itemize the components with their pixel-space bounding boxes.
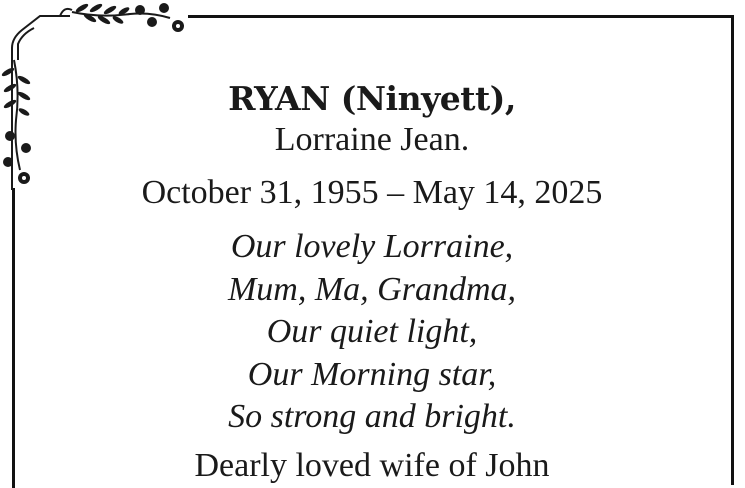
poem-line: Our quiet light, (266, 313, 478, 350)
border-top (188, 15, 734, 18)
closing-line: Dearly loved wife of John (194, 447, 550, 484)
life-dates: October 31, 1955 – May 14, 2025 (141, 174, 603, 211)
poem-line: So strong and bright. (228, 398, 516, 435)
given-names: Lorraine Jean. (274, 121, 470, 158)
poem (20, 226, 724, 439)
border-right (731, 15, 734, 485)
poem-line: Our Morning star, (247, 355, 497, 393)
poem-line: Our lovely Lorraine, (230, 228, 514, 265)
border-left (12, 188, 15, 488)
poem-line: Mum, Ma, Grandma, (227, 270, 517, 308)
surname-line: RYAN (Ninyett), (228, 79, 516, 118)
